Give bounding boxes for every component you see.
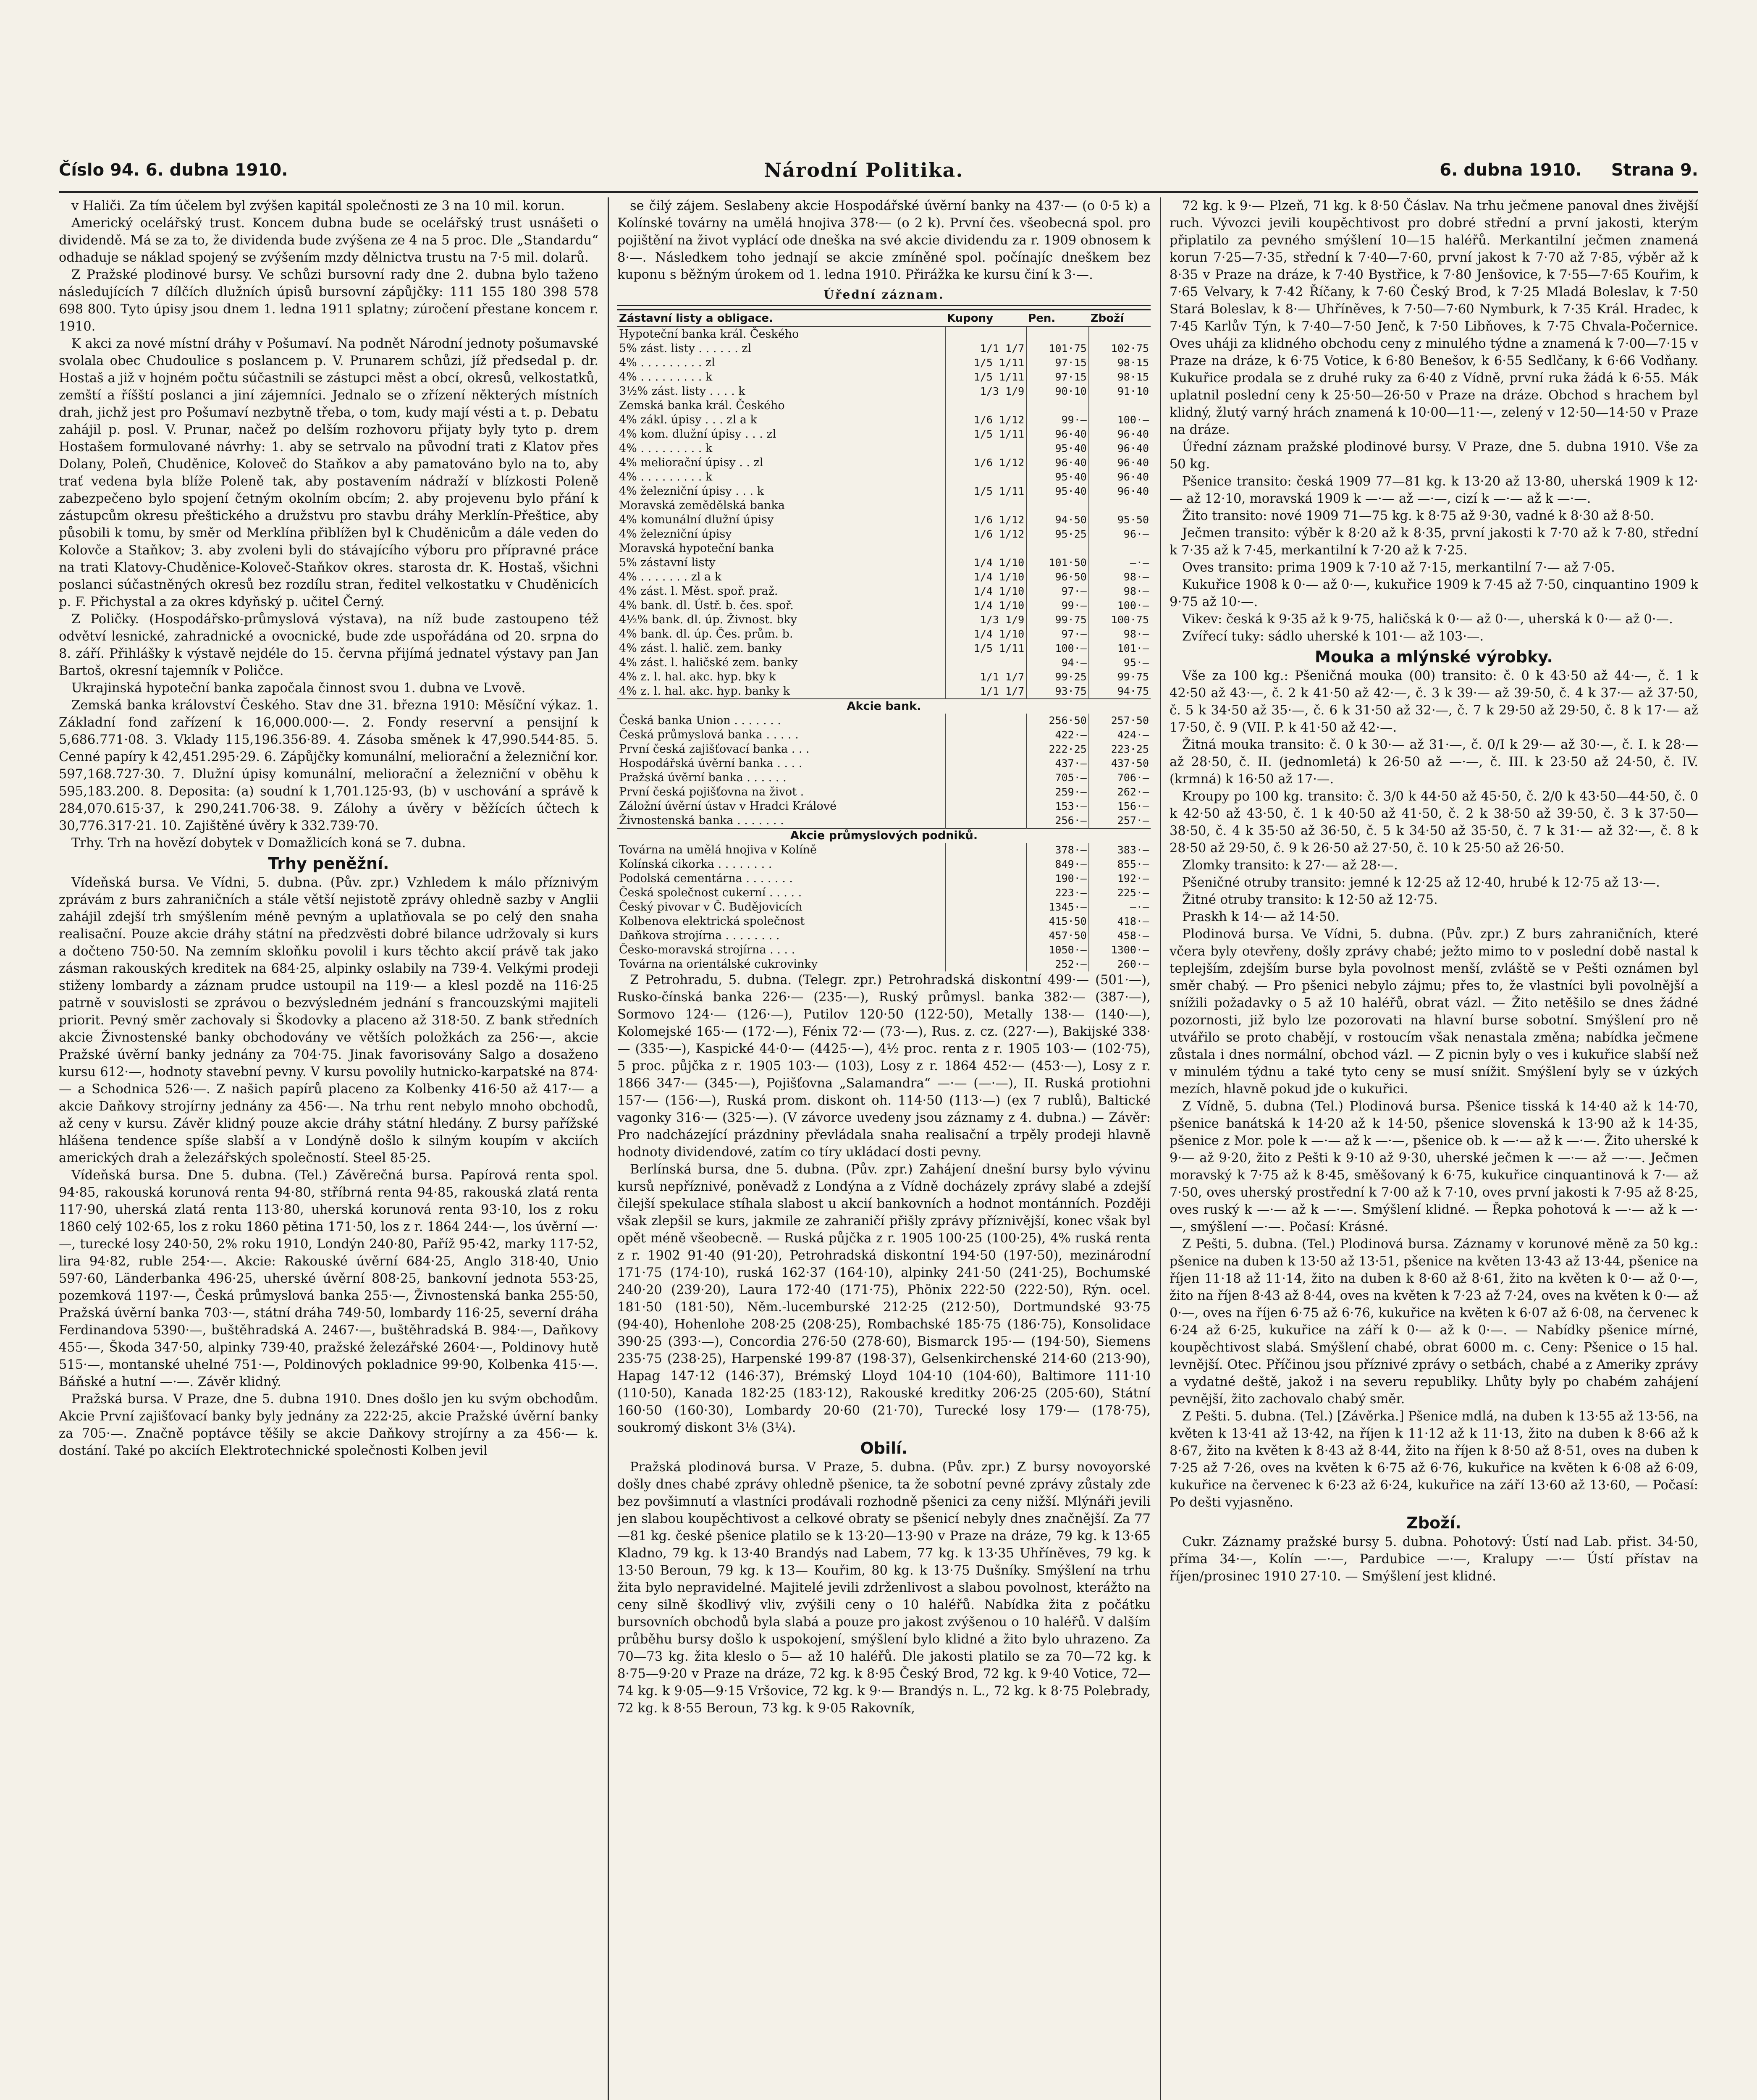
money-price-cell: 1050·— xyxy=(1026,943,1089,957)
coupon-cell: 1/5 1/11 xyxy=(945,370,1026,384)
article-paragraph: Žito transito: nové 1909 71—75 kg. k 8·75 až 9·30, vadné k 8·30 až 8·50. xyxy=(1182,509,1655,523)
col-header-goods: Zboží xyxy=(1089,310,1151,327)
article-paragraph: Z Vídně, 5. dubna (Tel.) Plodinová bursa. Pšenice tisská k 14·40 až k 14·70, pšenice banátská k 14·20 až k 14·50, pšenice slovenská k 13·90 až k 14·35, pšenice z Mor. pole k —·— až k —·—, pšenice ob. k —·— až k —·—. Žito uherské k 9·— až 9·20, žito z Pešti k 9·10 až 9·30, uherské ječmen k —·— až —·—. Ječmen moravský k 7·75 až k 8·45, směšovaný k 6·75, kukuřice cinquantinová k 7·— až 7·50, oves uherský prostřední k 7·00 až k 7·10, oves první jakosti k 7·95 až 8·25, oves ruský k —·— až k —·—. Smýšlení klidné. — Řepka pohotová k —·— až k —·—, smýšlení —·—. Počasí: Krásné. xyxy=(1170,1099,1698,1234)
coupon-cell xyxy=(945,656,1026,670)
security-name: 4% bank. dl. Ústř. b. čes. spoř. xyxy=(617,598,945,613)
security-name: Továrna na orientálské cukrovinky xyxy=(617,957,945,971)
table-row xyxy=(617,413,1151,427)
goods-price-cell xyxy=(1089,327,1151,341)
section-heading: Mouka a mlýnské výrobky. xyxy=(1315,648,1553,666)
table-row xyxy=(617,929,1151,943)
money-price-cell: 97·— xyxy=(1026,584,1089,598)
money-price-cell: 849·— xyxy=(1026,857,1089,872)
table-row xyxy=(617,900,1151,914)
table-row xyxy=(617,556,1151,570)
table-row xyxy=(617,771,1151,785)
coupon-cell: 1/5 1/11 xyxy=(945,641,1026,656)
money-price-cell: 99·— xyxy=(1026,413,1089,427)
security-name: 5% zást. listy . . . . . . zl xyxy=(617,341,945,356)
goods-price-cell: 437·50 xyxy=(1111,757,1149,769)
security-name: Podolská cementárna . . . . . . . xyxy=(617,872,945,886)
article-paragraph: Žitná mouka transito: č. 0 k 30·— až 31·—, č. 0/I k 29·— až 30·—, č. I. k 28·— až 28·50, č. II. (jednomletá) k 26·50 až —·—, č. III. k 23·50 až 24·50, č. IV. (krmná) k 16·50 až 17·—. xyxy=(1170,738,1698,787)
security-name: Pražská úvěrní banka . . . . . . xyxy=(617,771,945,785)
column-2-lead: se čilý zájem. Seslabeny akcie Hospodářské úvěrní banky na 437·— (o 0·5 k) a Kolínské továrny na umělá hnojiva 378·— (o 2 k). První čes. všeobecná spol. pro pojištění na život vyplácí ode dneška na své akcie dividendu za r. 1909 obnosem k 8·—. Následkem toho jednají se akcie zmíněné spol. počínajíc dneškem bez kuponu s běžným úrokem od 1. ledna 1910. Přirážka ke kursu činí k 3·—. xyxy=(617,199,1151,282)
security-name: Česká společnost cukerní . . . . . xyxy=(617,886,945,900)
table-row xyxy=(617,627,1151,641)
security-name: 4% meliorační úpisy . . zl xyxy=(617,456,945,470)
rates-table-body xyxy=(617,327,1151,971)
column-1 xyxy=(59,197,598,2100)
article-paragraph: Oves transito: prima 1909 k 7·10 až 7·15, merkantilní 7·— až 7·05. xyxy=(1182,560,1615,575)
goods-price-cell: 383·— xyxy=(1117,844,1149,856)
table-row xyxy=(617,684,1151,699)
money-price-cell: 100·— xyxy=(1026,641,1089,656)
column-2 xyxy=(617,197,1151,2100)
article-paragraph: Zlomky transito: k 27·— až 28·—. xyxy=(1182,858,1398,873)
coupon-cell xyxy=(945,957,1026,971)
coupon-cell xyxy=(945,857,1026,872)
goods-price-cell: 96·40 xyxy=(1117,428,1149,440)
goods-price-cell: 101·— xyxy=(1117,642,1149,654)
table-row xyxy=(617,785,1151,799)
coupon-cell: 1/6 1/12 xyxy=(945,456,1026,470)
table-row xyxy=(617,370,1151,384)
rates-table-header xyxy=(617,310,1151,327)
goods-price-cell: 96·40 xyxy=(1117,457,1149,469)
columns xyxy=(59,197,1698,2100)
table-row xyxy=(617,756,1151,771)
money-price-cell: 93·75 xyxy=(1026,684,1089,699)
goods-price-cell: 257·50 xyxy=(1111,714,1149,727)
security-name: Hospodářská úvěrní banka . . . . xyxy=(617,756,945,771)
money-price-cell: 223·— xyxy=(1026,886,1089,900)
coupon-cell xyxy=(945,785,1026,799)
money-price-cell: 99·75 xyxy=(1026,613,1089,627)
money-price-cell: 1345·— xyxy=(1026,900,1089,914)
money-price-cell: 190·— xyxy=(1026,872,1089,886)
col-header-securities: Zástavní listy a obligace. xyxy=(617,310,945,327)
security-name: 4% . . . . . . . zl a k xyxy=(617,570,945,584)
coupon-cell: 1/4 1/10 xyxy=(945,627,1026,641)
money-price-cell: 437·— xyxy=(1026,756,1089,771)
security-name: 4% . . . . . . . . . k xyxy=(617,441,945,456)
coupon-cell xyxy=(945,499,1026,513)
coupon-cell: 1/1 1/7 xyxy=(945,341,1026,356)
goods-price-cell: 100·— xyxy=(1117,414,1149,426)
article-paragraph: Pšeničné otruby transito: jemné k 12·25 až 12·40, hrubé k 12·75 až 13·—. xyxy=(1182,875,1660,890)
coupon-cell xyxy=(945,756,1026,771)
money-price-cell: 99·— xyxy=(1026,598,1089,613)
article-paragraph: Žitné otruby transito: k 12·50 až 12·75. xyxy=(1182,892,1438,907)
table-section-row xyxy=(617,699,1151,714)
goods-price-cell: 96·40 xyxy=(1117,471,1149,483)
goods-price-cell: —·— xyxy=(1130,556,1149,569)
goods-price-cell: 260·— xyxy=(1117,958,1149,970)
coupon-cell xyxy=(945,399,1026,413)
coupon-cell xyxy=(945,441,1026,456)
money-price-cell: 95·40 xyxy=(1026,441,1089,456)
article-paragraph: Trhy. Trh na hovězí dobytek v Domažlicích koná se 7. dubna. xyxy=(71,836,466,850)
coupon-cell xyxy=(945,728,1026,742)
article-paragraph: Berlínská bursa, dne 5. dubna. (Pův. zpr.) Zahájení dnešní bursy bylo vývinu kursů nepříznivé, poněvadž z Londýna a z Vídně docházely zprávy slabé a zdejší čilejší spekulace stíhala slabost u akcií bankovních a hodnot montánních. Později však zlepšil se kurs, jakmile ze zahraničí přišly zprávy příznivější, konec však byl opět méně všeobecně. — Ruská půjčka z r. 1905 100·25 (100·25), 4% ruská renta z r. 1902 91·40 (91·20), Petrohradská diskontní 194·50 (197·50), mezinárodní 171·75 (174·10), ruská 162·37 (164·10), alpinky 241·50 (241·25), Bochumské 240·20 (239·20), Laura 172·40 (171·75), Phönix 222·50 (222·50), Rýn. ocel. 181·50 (181·50), Něm.-lucemburské 212·25 (212·50), Dortmundské 93·75 (94·40), Hohenlohe 208·25 (208·25), Rombachské 185·75 (186·75), Konsolidace 390·25 (393·—), Concordia 276·50 (278·60), Bismarck 195·— (194·50), Siemens 235·75 (238·25), Harpenské 199·87 (198·37), Gelsenkirchenské 214·60 (213·90), Hapag 147·12 (146·37), Brémský Lloyd 104·10 (104·60), Baltimore 111·10 (110·50), Kanada 182·25 (183·12), Rakouské kreditky 206·25 (205·60), Státní 160·50 (160·30), Lombardy 20·60 (21·70), Turecké losy 179·— (178·75), soukromý diskont 3⅛ (3¼). xyxy=(617,1162,1151,1435)
page-number: Strana 9. xyxy=(1611,160,1698,180)
table-row xyxy=(617,327,1151,341)
security-name: Česko-moravská strojírna . . . . xyxy=(617,943,945,957)
table-row xyxy=(617,570,1151,584)
goods-price-cell: 156·— xyxy=(1117,800,1149,812)
goods-price-cell: —·— xyxy=(1130,901,1149,913)
table-row xyxy=(617,641,1151,656)
table-row xyxy=(617,598,1151,613)
money-price-cell: 222·25 xyxy=(1026,742,1089,756)
goods-price-cell: 706·— xyxy=(1117,772,1149,784)
security-name: Moravská zemědělská banka xyxy=(617,499,945,513)
money-price-cell: 96·40 xyxy=(1026,456,1089,470)
table-row xyxy=(617,814,1151,828)
article-paragraph: K akci za nové místní dráhy v Pošumaví. Na podnět Národní jednoty pošumavské svolala obec Chudoulice s poslancem p. V. Prunarem schůzi, jíž předsedal p. dr. Hostaš a již v hojném počtu súčastnili se zástupci měst a obcí, okresů, velkostatků, zemští a říšští poslanci a jiní zájemníci. Jednalo se o zřízení některých místních drah, jichž jest pro Pošumaví nezbytně třeba, o tom, kudy mají vésti a t. p. Debatu zahájil p. posl. V. Prunar, načež po delším rozhovoru přijaty byly tyto p. drem Hostašem formulované návrhy: 1. aby se setrvalo na původní trati z Klatov přes Dolany, Poleň, Chuděnice, Koloveč do Staňkov a aby pamatováno bylo na to, aby trať vedena byla blíže Poleně tak, aby postavením nádraží v blízkosti Poleně zabezpečeno bylo spojení četným okolním obcím; 2. aby projevenu bylo přání k zástupcům okresu přeštického a družstvu pro stavbu dráhy Merklín-Přeštice, aby působili k tomu, by směr od Merklína přiblížen byl k Chuděnicům a dále veden do Kolovče a Staňkov; 3. aby zvoleni byli do stávajícího výboru pro přípravné práce na trati Klatovy-Chuděnice-Koloveč-Staňkov okres. starosta dr. K. Hostaš, všichni poslanci súčastněných okresů bez rozdílu stran, ředitel velkostatku v Chuděnicích p. F. Přichystal a za okres kdyňský p. učitel Černý. xyxy=(59,336,598,609)
table-row xyxy=(617,670,1151,684)
table-section-row xyxy=(617,828,1151,843)
money-price-cell: 457·50 xyxy=(1026,929,1089,943)
table-row xyxy=(617,513,1151,527)
security-name: 4% z. l. hal. akc. hyp. banky k xyxy=(617,684,945,699)
article-paragraph: Zvířecí tuky: sádlo uherské k 101·— až 103·—. xyxy=(1182,629,1484,644)
article-paragraph: Ukrajinská hypoteční banka započala činnost svou 1. dubna ve Lvově. xyxy=(71,681,526,696)
goods-price-cell: 96·40 xyxy=(1117,485,1149,497)
goods-price-cell: 98·15 xyxy=(1117,357,1149,369)
newspaper-title: Národní Politika. xyxy=(764,159,964,181)
goods-price-cell: 94·75 xyxy=(1117,685,1149,697)
table-row xyxy=(617,541,1151,556)
security-name: Zemská banka král. Českého xyxy=(617,399,945,413)
goods-price-cell: 418·— xyxy=(1117,915,1149,927)
article-paragraph: Kukuřice 1908 k 0·— až 0·—, kukuřice 1909 k 7·45 až 7·50, cinquantino 1909 k 9·75 až 10·—. xyxy=(1170,578,1698,609)
money-price-cell: 256·— xyxy=(1026,814,1089,828)
column-rule-2 xyxy=(1160,197,1161,2100)
page-header xyxy=(59,155,1698,185)
article-paragraph: Z Poličky. (Hospodářsko-průmyslová výstava), na níž bude zastoupeno též odvětví lesnické, zahradnické a ovocnické, bude zde uspořádána od 20. srpna do 8. září. Přihlášky k výstavě nejdéle do 15. června přijímá jednatel výstavy pan Jan Bartoš, okresní tajemník v Poličce. xyxy=(59,612,598,678)
money-price-cell: 94·— xyxy=(1026,656,1089,670)
goods-price-cell: 100·75 xyxy=(1111,614,1149,626)
money-price-cell: 95·40 xyxy=(1026,470,1089,484)
money-price-cell: 256·50 xyxy=(1026,714,1089,728)
table-title: Úřední záznam. xyxy=(617,286,1151,306)
article-paragraph: Americký ocelářský trust. Koncem dubna bude se ocelářský trust usnášeti o dividendě. Má se za to, že dividenda bude zvýšena ze 4 na 5 proc. Dle „Standardu“ odhaduje se náklad spojený se zvýšením mzdy dělnictva trustu na 7·5 mil. dolarů. xyxy=(59,216,598,265)
goods-price-cell: 91·10 xyxy=(1117,385,1149,397)
security-name: 4% zást. l. halič. zem. banky xyxy=(617,641,945,656)
goods-price-cell: 98·— xyxy=(1123,571,1149,583)
table-row xyxy=(617,656,1151,670)
table-row xyxy=(617,499,1151,513)
table-row xyxy=(617,527,1151,541)
money-price-cell: 97·15 xyxy=(1026,370,1089,384)
article-paragraph: Zemská banka království Českého. Stav dne 31. března 1910: Měsíční výkaz. 1. Základní fond zařízení k 16,000.000·—. 2. Fondy reservní a pensijní k 5,686.771·08. 3. Vklady 115,196.356·89. 4. Zásoba směnek k 47,990.544·85. 5. Cenné papíry k 42,451.295·29. 6. Zápůjčky komunální, meliorační a železniční kor. 597,168.727·30. 7. Dlužní úpisy komunální, meliorační a železniční v oběhu k 595,183.200. 8. Deposita: (a) soudní k 1,701.125·93, (b) v uschování a správě k 284,070.615·37, k 290,241.706·38. 9. Zálohy a úvěry v běžících účtech k 30,776.317·21. 10. Zajištěné úvěry k 332.739·70. xyxy=(59,698,598,833)
security-name: Moravská hypoteční banka xyxy=(617,541,945,556)
coupon-cell: 1/4 1/10 xyxy=(945,598,1026,613)
table-section-label: Akcie průmyslových podniků. xyxy=(617,828,1151,843)
article-paragraph: Vídeňská bursa. Ve Vídni, 5. dubna. (Pův. zpr.) Vzhledem k málo příznivým zprávám z burs zahraničních a stále větší nejistotě zprávy ohledně sazby v Anglii zahájil zdejší trh smýšlením méně pevným a uplatňovala se po celý den snaha realisační. Pouze akcie dráhy státní na předzvěsti dobré bilance udržovaly si kurs a dočteno 750·50. Na zemním skloňku povolil i kurs těchto akcií právě tak jako zásman rakouských kreditek na 684·25, alpinky oslabily na 739·4. Velkými prodeji stiženy lombardy a záznam prudce ustoupil na 119·— a klesl pozdě na 116·25 patrně v souvislosti se zprávou o bezvýsledném jednání s francouzskými majiteli priorit. Pevný směr zachovaly si Škodovky a placeno až 318·50. Z bank středních akcie Živnostenské banky obchodovány ve větších položkách za 256·—, akcie Pražské úvěrní banky jednány za 704·75. Jinak favorisovány Salgo a dosaženo kursu 612·—, hodnoty stavební pevny. V kursu povolily hutnicko-karpatské na 874·— a Schodnica 526·—. Z našich papírů placeno za Kolbenky 416·50 až 417·— a akcie Daňkovy strojírny jednány za 456·—. Na trhu rent nebylo mnoho obchodů, až ceny v kursu. Závěr klidný pouze akcie dráhy státní hledány. Z bursy pařížské hlášena tendence spíše slabší a v Londýně došlo k silným koupím v akciích amerických drah a železářských společností. Steel 85·25. xyxy=(59,875,598,1166)
security-name: 5% zástavní listy xyxy=(617,556,945,570)
goods-price-cell: 225·— xyxy=(1117,887,1149,899)
goods-price-cell: 424·— xyxy=(1117,729,1149,741)
coupon-cell: 1/4 1/10 xyxy=(945,556,1026,570)
money-price-cell: 96·40 xyxy=(1026,427,1089,441)
rates-table xyxy=(617,309,1151,971)
article-paragraph: Pražská plodinová bursa. V Praze, 5. dubna. (Pův. zpr.) Z bursy novoyorské došly dnes chabé zprávy ohledně pšenice, ta že sobotní pevné zprávy zůstaly zde bez povšimnutí a vlastníci prodávali rozhodně pšenici za ceny nižší. Mlýnáři jevili jen slabou koupěchtivost a celkové obraty se pšenicí nebyly dnes značnější. Za 77—81 kg. české pšenice platilo se k 13·20—13·90 v Praze na dráze, 79 kg. k 13·65 Kladno, 79 kg. k 13·40 Brandýs nad Labem, 77 kg. k 13·35 Uhříněves, 79 kg. k 13·50 Beroun, 79 kg. k 13— Kouřim, 80 kg. k 13·75 Dušníky. Smýšlení na trhu žita bylo nepravidelné. Majitelé jevili zdrženlivost a slabou povolnost, kterážto na ceny silně škodlivý vliv, zvýšili ceny o 10 haléřů. Nabídka žita z počátku bursovních obchodů byla slabá a pouze pro jakost zvýšenou o 10 haléřů. V dalším průběhu bursy došlo k uspokojení, smýšlení bylo klidné a žito bylo uhrazeno. Za 70—73 kg. žita kleslo o 5— až 10 haléřů. Dle jakosti platilo se za 70—72 kg. k 8·75—9·20 v Praze na dráze, 72 kg. k 8·95 Český Brod, 72 kg. k 9·40 Votice, 72—74 kg. k 9·05—9·15 Vršovice, 72 kg. k 9·— Brandýs n. L., 72 kg. k 8·75 Polebrady, 72 kg. k 8·55 Beroun, 73 kg. k 9·05 Rakovník, xyxy=(617,1460,1151,1716)
coupon-cell: 1/3 1/9 xyxy=(945,384,1026,399)
goods-price-cell xyxy=(1089,541,1151,556)
goods-price-cell: 458·— xyxy=(1117,929,1149,942)
coupon-cell xyxy=(945,914,1026,929)
security-name: Živnostenská banka . . . . . . . xyxy=(617,814,945,828)
money-price-cell: 153·— xyxy=(1026,799,1089,814)
security-name: 4% zást. l. Měst. spoř. praž. xyxy=(617,584,945,598)
article-paragraph: Pšenice transito: česká 1909 77—81 kg. k 13·20 až 13·80, uherská 1909 k 12·— až 12·10, moravská 1909 k —·— až —·—, cizí k —·— až k —·—. xyxy=(1170,474,1698,506)
money-price-cell xyxy=(1026,499,1089,513)
coupon-cell: 1/6 1/12 xyxy=(945,527,1026,541)
goods-price-cell: 262·— xyxy=(1117,786,1149,798)
coupon-cell xyxy=(945,742,1026,756)
money-price-cell: 97·15 xyxy=(1026,356,1089,370)
goods-price-cell: 98·15 xyxy=(1117,371,1149,383)
article-paragraph: Z Petrohradu, 5. dubna. (Telegr. zpr.) Petrohradská diskontní 499·— (501·—), Rusko-čínská banka 226·— (235·—), Ruský průmysl. banka 382·— (387·—), Sormovo 124·— (126·—), Putilov 120·50 (122·50), Metally 138·— (140·—), Kolomejské 165·— (172·—), Fénix 72·— (73·—), Rus. z. cz. (227·—), Bakijské 338·— (335·—), Kaspické 44·0·— (4425·—), 4½ proc. renta z r. 1905 103·— (102·75), 5 proc. půjčka z r. 1905 103·— (103), Losy z r. 1864 452·— (453·—), Losy z r. 1866 347·— (345·—), Pojišťovna „Salamandra“ —·— (—·—), II. Ruská protiohni 157·— (156·—), Ruská prom. diskont oh. 114·50 (113·—) (ex 7 rublů), Baltické vagonky 316·— (325·—). (V závorce uvedeny jsou záznamy z 4. dubna.) — Závěr: Pro nadcházející prázdniny převládala snaha realisační a trpěly prodeji hlavně hodnoty dividendové, zatím co tíry ukládací dosti pevny. xyxy=(617,973,1151,1160)
column-2-rest xyxy=(617,971,1151,1717)
goods-price-cell: 855·— xyxy=(1117,858,1149,870)
table-row xyxy=(617,857,1151,872)
goods-price-cell: 223·25 xyxy=(1111,743,1149,755)
coupon-cell: 1/1 1/7 xyxy=(945,684,1026,699)
goods-price-cell: 96·40 xyxy=(1117,442,1149,454)
table-row xyxy=(617,470,1151,484)
money-price-cell: 101·50 xyxy=(1026,556,1089,570)
security-name: 4% . . . . . . . . . zl xyxy=(617,356,945,370)
security-name: 4% kom. dlužní úpisy . . . zl xyxy=(617,427,945,441)
security-name: 3½% zást. listy . . . . k xyxy=(617,384,945,399)
coupon-cell xyxy=(945,929,1026,943)
coupon-cell xyxy=(945,541,1026,556)
money-price-cell: 259·— xyxy=(1026,785,1089,799)
header-date: 6. dubna 1910. xyxy=(1440,160,1582,180)
article-paragraph: Cukr. Záznamy pražské bursy 5. dubna. Pohotový: Ústí nad Lab. přist. 34·50, příma 34·—, Kolín —·—, Pardubice —·—, Kralupy —·— Ústí přístav na říjen/prosinec 1910 27·10. — Smýšlení jest klidné. xyxy=(1170,1535,1698,1584)
section-heading: Trhy peněžní. xyxy=(268,854,389,873)
article-paragraph: Vše za 100 kg.: Pšeničná mouka (00) transito: č. 0 k 43·50 až 44·—, č. 1 k 42·50 až 43·—, č. 2 k 41·50 až 42·—, č. 3 k 39·— až 39·50, č. 4 k 37·— až 37·50, č. 5 k 34·50 až 35·—, č. 6 k 31·50 až 32·—, č. 7 k 29·50 až 29·50, č. 8 k 17·— až 17·50, č. 9 (VII. P. k 41·50 až 42·—. xyxy=(1170,669,1698,735)
table-section-label: Akcie bank. xyxy=(617,699,1151,714)
coupon-cell: 1/5 1/11 xyxy=(945,356,1026,370)
article-paragraph: Z Pešti. 5. dubna. (Tel.) [Závěrka.] Pšenice mdlá, na duben k 13·55 až 13·56, na květen k 13·41 až 13·42, na říjen k 11·12 až k 11·13, žito na duben k 8·66 až k 8·67, žito na květen k 8·43 až 8·44, žito na říjen k 8·50 až 8·51, oves na duben k 7·25 až 7·26, oves na květen k 6·75 až 6·76, kukuřice na květen k 6·08 až 6·09, kukuřice na červenec k 6·23 až 6·24, kukuřice na září 13·60 až 13·60, — Počasí: Po dešti vyjasněno. xyxy=(1170,1409,1698,1510)
security-name: 4½% bank. dl. úp. Živnost. bky xyxy=(617,613,945,627)
security-name: První česká pojišťovna na život . xyxy=(617,785,945,799)
money-price-cell: 101·75 xyxy=(1026,341,1089,356)
goods-price-cell: 98·— xyxy=(1123,585,1149,597)
coupon-cell: 1/4 1/10 xyxy=(945,584,1026,598)
column-3 xyxy=(1170,197,1698,2100)
goods-price-cell xyxy=(1089,399,1151,413)
newspaper-page xyxy=(59,155,1698,2100)
money-price-cell: 97·— xyxy=(1026,627,1089,641)
table-row xyxy=(617,742,1151,756)
money-price-cell: 99·25 xyxy=(1026,670,1089,684)
security-name: 4% železniční úpisy . . . k xyxy=(617,484,945,499)
article-paragraph: Úřední záznam pražské plodinové bursy. V Praze, dne 5. dubna 1910. Vše za 50 kg. xyxy=(1170,440,1698,472)
security-name: 4% železniční úpisy xyxy=(617,527,945,541)
money-price-cell: 94·50 xyxy=(1026,513,1089,527)
security-name: Kolbenova elektrická společnost xyxy=(617,914,945,929)
goods-price-cell: 1300·— xyxy=(1111,944,1149,956)
goods-price-cell: 95·50 xyxy=(1117,514,1149,526)
security-name: 4% komunální dlužní úpisy xyxy=(617,513,945,527)
table-row xyxy=(617,341,1151,356)
money-price-cell xyxy=(1026,327,1089,341)
header-rule xyxy=(59,191,1698,193)
money-price-cell xyxy=(1026,399,1089,413)
security-name: Česká průmyslová banka . . . . . xyxy=(617,728,945,742)
table-row xyxy=(617,427,1151,441)
coupon-cell xyxy=(945,843,1026,857)
section-heading: Obilí. xyxy=(860,1439,908,1457)
security-name: Český pivovar v Č. Budějovicích xyxy=(617,900,945,914)
security-name: 4% . . . . . . . . . k xyxy=(617,370,945,384)
table-row xyxy=(617,914,1151,929)
article-paragraph: Z Pešti, 5. dubna. (Tel.) Plodinová bursa. Záznamy v korunové měně za 50 kg.: pšenice na duben k 13·50 až 13·51, pšenice na květen 13·43 až 13·44, pšenice na říjen 11·18 až 11·14, žito na duben k 8·60 až 8·61, žito na květen k 0·— až 0·—, žito na říjen 8·43 až 8·44, oves na květen k 7·23 až 7·24, oves na květen k 0·— až 0·—, oves na říjen 6·75 až 6·76, kukuřice na květen k 6·07 až 6·08, na červenec k 6·24 až 6·25, kukuřice na září k 0·— až k 0·—. — Nabídky pšenice mírné, koupěchtivost slabá. Smýšlení chabé, obrat 6000 m. c. Ceny: Pšenice o 15 hal. levnější. Otec. Příčinou jsou příznivé zprávy o setbách, chabé a z Ameriky zprávy a vydatné deště, jakož i na severu republiky. Lhůty byly po chabém zahájení pevnější, žito zachovalo chabý směr. xyxy=(1170,1237,1698,1407)
security-name: 4% zákl. úpisy . . . zl a k xyxy=(617,413,945,427)
goods-price-cell: 102·75 xyxy=(1111,342,1149,354)
article-paragraph: Ječmen transito: výběr k 8·20 až k 8·35, první jakosti k 7·70 až k 7·80, střední k 7·35 až k 7·45, merkantilní k 7·20 až k 7·25. xyxy=(1170,526,1698,558)
security-name: 4% bank. dl. úp. Čes. prům. b. xyxy=(617,627,945,641)
goods-price-cell: 96·— xyxy=(1123,528,1149,540)
money-price-cell: 96·50 xyxy=(1026,570,1089,584)
article-paragraph: Vikev: česká k 9·35 až k 9·75, haličská k 0·— až 0·—, uherská k 0·— až 0·—. xyxy=(1182,612,1673,627)
goods-price-cell: 95·— xyxy=(1123,656,1149,669)
article-paragraph: v Haliči. Za tím účelem byl zvýšen kapitál společnosti ze 3 na 10 mil. korun. xyxy=(71,199,565,213)
money-price-cell: 415·50 xyxy=(1026,914,1089,929)
money-price-cell: 95·25 xyxy=(1026,527,1089,541)
security-name: Továrna na umělá hnojiva v Kolíně xyxy=(617,843,945,857)
column-rule-1 xyxy=(608,197,609,2100)
coupon-cell xyxy=(945,872,1026,886)
table-row xyxy=(617,799,1151,814)
article-paragraph: Plodinová bursa. Ve Vídni, 5. dubna. (Pův. zpr.) Z burs zahraničních, které včera byly otevřeny, došly zprávy chabé; ježto mimo to v poslední době nastal k teplejším, zdejším burse byla povolnost menší, zvláště se v Pešti oznámen byl směr chabý. — Pro pšenici nebylo zájmu; přes to, že vlastníci byli povolnější a snížili požadavky o 5 až 10 haléřů, obrat vázl. — Žito netěšilo se dnes žádné pozornosti, již bylo lze pozorovati na hlavní burse sobotní. Smýšlení pro ně utvářilo se proto chabějí, v rostoucím však nenastala změna; nabídka ječmene zůstala i dnes normální, obchod vázl. — Z picnin byly o ves i kukuřice slabší než v minulém týdnu a také tyto ceny se musí snížit. Smýšlení byly se v úzkých mezích, hlavně pokud jde o kukuřici. xyxy=(1170,927,1698,1097)
table-row xyxy=(617,384,1151,399)
money-price-cell: 95·40 xyxy=(1026,484,1089,499)
security-name: Česká banka Union . . . . . . . xyxy=(617,714,945,728)
col-header-money: Pen. xyxy=(1026,310,1089,327)
coupon-cell xyxy=(945,943,1026,957)
money-price-cell: 422·— xyxy=(1026,728,1089,742)
coupon-cell xyxy=(945,714,1026,728)
coupon-cell xyxy=(945,470,1026,484)
coupon-cell xyxy=(945,327,1026,341)
table-row xyxy=(617,886,1151,900)
article-paragraph: Pražská bursa. V Praze, dne 5. dubna 1910. Dnes došlo jen ku svým obchodům. Akcie První zajišťovací banky byly jednány za 222·25, akcie Pražské úvěrní banky za 705·—. Značně poptávce těšily se akcie Daňkovy strojírny a za 456·— k. dostání. Také po akciích Elektrotechnické společnosti Kolben jevil xyxy=(59,1392,598,1458)
coupon-cell xyxy=(945,799,1026,814)
table-row xyxy=(617,484,1151,499)
security-name: Kolínská cikorka . . . . . . . . xyxy=(617,857,945,872)
table-row xyxy=(617,584,1151,598)
table-row xyxy=(617,456,1151,470)
table-row xyxy=(617,356,1151,370)
table-row xyxy=(617,399,1151,413)
table-row xyxy=(617,714,1151,728)
coupon-cell: 1/5 1/11 xyxy=(945,427,1026,441)
col-header-coupons: Kupony xyxy=(945,310,1026,327)
coupon-cell: 1/6 1/12 xyxy=(945,513,1026,527)
coupon-cell: 1/1 1/7 xyxy=(945,670,1026,684)
money-price-cell: 252·— xyxy=(1026,957,1089,971)
goods-price-cell: 98·— xyxy=(1123,628,1149,640)
goods-price-cell: 100·— xyxy=(1117,599,1149,612)
table-row xyxy=(617,843,1151,857)
money-price-cell xyxy=(1026,541,1089,556)
security-name: 4% z. l. hal. akc. hyp. bky k xyxy=(617,670,945,684)
security-name: Daňkova strojírna . . . . . . . . xyxy=(617,929,945,943)
article-paragraph: Kroupy po 100 kg. transito: č. 3/0 k 44·50 až 45·50, č. 2/0 k 43·50—44·50, č. 0 k 42·50 až 43·50, č. 1 k 40·50 až 41·50, č. 2 k 38·50 až 39·50, č. 3 k 37·50—38·50, č. 4 k 35·50 až 36·50, č. 5 k 34·50 až 35·50, č. 7 k 31·— až 32·—, č. 8 k 28·50 až 29·50, č. 9 k 26·50 až 27·50, č. 10 k 25·50 až 26·50. xyxy=(1170,789,1698,856)
goods-price-cell: 192·— xyxy=(1117,872,1149,885)
goods-price-cell: 257·— xyxy=(1117,814,1149,827)
table-row xyxy=(617,613,1151,627)
coupon-cell: 1/6 1/12 xyxy=(945,413,1026,427)
section-heading: Zboží. xyxy=(1406,1514,1461,1532)
table-row xyxy=(617,872,1151,886)
table-row xyxy=(617,943,1151,957)
security-name: 4% . . . . . . . . . k xyxy=(617,470,945,484)
money-price-cell: 378·— xyxy=(1026,843,1089,857)
issue-number: Číslo 94. 6. dubna 1910. xyxy=(59,160,288,180)
goods-price-cell: 99·75 xyxy=(1117,671,1149,683)
table-row xyxy=(617,441,1151,456)
security-name: 4% zást. l. haličské zem. banky xyxy=(617,656,945,670)
goods-price-cell xyxy=(1089,499,1151,513)
security-name: První česká zajišťovací banka . . . xyxy=(617,742,945,756)
security-name: Hypoteční banka král. Českého xyxy=(617,327,945,341)
coupon-cell xyxy=(945,814,1026,828)
coupon-cell xyxy=(945,900,1026,914)
article-paragraph: Praskh k 14·— až 14·50. xyxy=(1182,910,1340,924)
coupon-cell: 1/5 1/11 xyxy=(945,484,1026,499)
coupon-cell: 1/4 1/10 xyxy=(945,570,1026,584)
coupon-cell: 1/3 1/9 xyxy=(945,613,1026,627)
money-price-cell: 705·— xyxy=(1026,771,1089,785)
coupon-cell xyxy=(945,771,1026,785)
money-price-cell: 90·10 xyxy=(1026,384,1089,399)
coupon-cell xyxy=(945,886,1026,900)
security-name: Záložní úvěrní ústav v Hradci Králové xyxy=(617,799,945,814)
article-paragraph: 72 kg. k 9·— Plzeň, 71 kg. k 8·50 Čáslav. Na trhu ječmene panoval dnes živější ruch. Vývozci jevili koupěchtivost pro dobré střední a první jakosti, kterým připlatilo za pevného smýšlení 10—15 haléřů. Merkantilní ječmen znamená korun 7·25—7·35, střední k 7·40—7·60, první jakost k 7·70 až 7·85, výběr až k 8·35 v Praze na dráze, k 7·40 Bystřice, k 7·80 Jenšovice, k 7·55—7·65 Kouřim, k 7·65 Velvary, k 7·42 Říčany, k 7·60 Český Brod, k 7·25 Mladá Boleslav, k 7·50 Stará Boleslav, k 8·— Uhříněves, k 7·50—7·60 Nymburk, k 7·35 Král. Hradec, k 7·45 Karlův Týn, k 7·40—7·50 Jenč, k 7·50 Libňoves, k 7·75 Chvala-Počernice. Oves uháji za klidného obchodu ceny z minulého týdne a znamená k 7·00—7·15 v Praze na dráze, k 6·75 Votice, k 6·80 Benešov, k 6·55 Sedlčany, k 6·66 Vodňany. Kukuřice prodala se z druhé ruky za 6·40 z Vídně, první ruka žádá k 6·55. Mák uplatnil poslední ceny k 25·50—26·50 v Praze na dráze. Obchod s hrachem byl klidný, žlutý varný hrách znamená k 10·00—11·—, zelený v 12·50—14·50 v Praze na dráze. xyxy=(1170,199,1698,437)
article-paragraph: Vídeňská bursa. Dne 5. dubna. (Tel.) Závěrečná bursa. Papírová renta spol. 94·85, rakouská korunová renta 94·80, stříbrná renta 94·85, rakouská zlatá renta 117·90, uherská zlatá renta 113·80, uherská korunová renta 93·10, los z roku 1860 celý 102·65, los z roku 1860 pětina 171·50, los z r. 1864 244·—, los úvěrní —·—, turecké losy 240·50, 2% roku 1910, Londýn 240·80, Paříž 95·42, marky 117·52, lira 94·82, ruble 254·—. Akcie: Rakouské úvěrní 684·25, Anglo 318·40, Unio 597·60, Länderbanka 496·25, uherské úvěrní 808·25, bankovní jednota 553·25, pozemková 1197·—, Česká průmyslová banka 255·—, Živnostenská banka 255·50, Pražská úvěrní banka 703·—, státní dráha 749·50, lombardy 116·25, severní dráha Ferdinandova 5390·—, buštěhradská A. 2467·—, buštěhradská B. 984·—, Daňkovy 455·—, Škoda 347·50, alpinky 739·40, pražské železářské 2604·—, Poldinovy hutě 515·—, montanské uhelné 751·—, Poldinových pokladnice 99·90, Kolbenka 415·—. Báňské a hutní —·—. Závěr klidný. xyxy=(59,1168,598,1389)
article-paragraph: Z Pražské plodinové bursy. Ve schůzi bursovní rady dne 2. dubna bylo taženo následujících 7 dílčích dlužních úpisů bursovní zápůjčky: 111 155 180 398 578 698 800. Tyto úpisy jsou dnem 1. ledna 1911 splatny; zúročení přestane koncem r. 1910. xyxy=(59,268,598,334)
table-row xyxy=(617,728,1151,742)
table-row xyxy=(617,957,1151,971)
